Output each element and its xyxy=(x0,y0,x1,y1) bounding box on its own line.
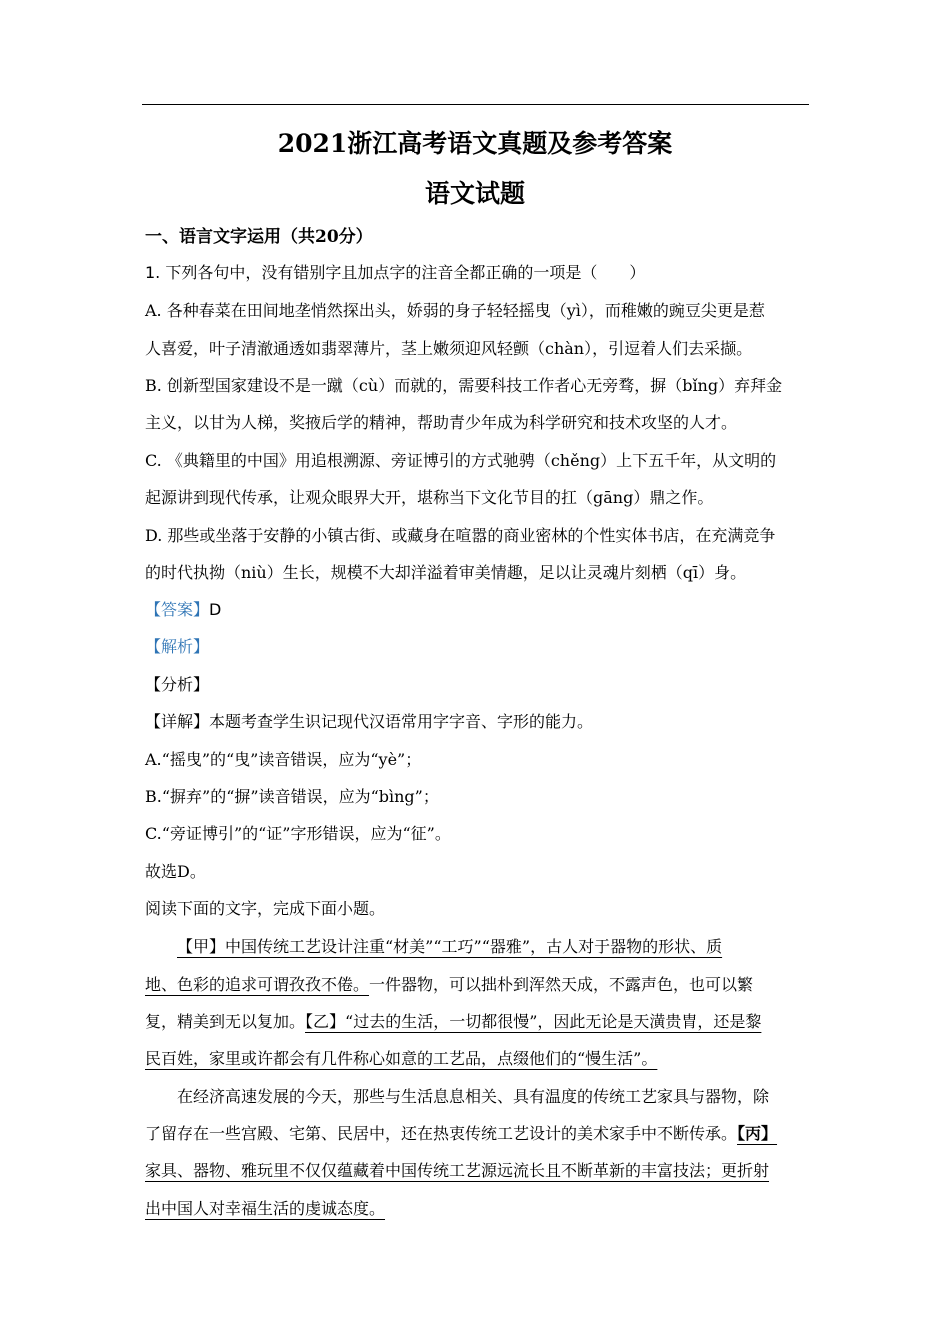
option-c-line2: 起源讲到现代传承，让观众眼界大开，堪称当下文化节目的扛（gāng）鼎之作。 xyxy=(145,488,714,507)
passage-p1-line1 xyxy=(177,934,722,957)
passage-p1-line2: 地、色彩的追求可谓孜孜不倦。一件器物，可以拙朴到浑然天成，不露声色，也可以繁 xyxy=(145,975,754,994)
underlined-segment-yi: 【乙】“过去的生活，一切都很慢”，因此无论是天潢贵胄，还是黎 xyxy=(305,1012,762,1031)
option-d-line2: 的时代执拗（niù）生长，规模不大却洋溢着审美情趣，足以让灵魂片刻栖（qī）身。 xyxy=(145,563,747,582)
option-b-line2: 主义，以甘为人梯，奖掖后学的精神，帮助青少年成为科学研究和技术攻坚的人才。 xyxy=(145,413,738,432)
detail-text: 本题考查学生识记现代汉语常用字字音、字形的能力。 xyxy=(209,712,594,731)
header-rule xyxy=(142,104,809,105)
analysis-sub-label: 【分析】 xyxy=(145,675,210,694)
passage-p1-line3: 复，精美到无以复加。【乙】“过去的生活，一切都很慢”，因此无论是天潢贵胄，还是黎 xyxy=(145,1012,762,1031)
answer-line xyxy=(145,597,221,620)
document-subtitle: 语文试题 xyxy=(424,179,525,208)
answer-value: D xyxy=(209,600,222,619)
option-d-line1: D. 那些或坐落于安静的小镇古街、或藏身在喧嚣的商业密林的个性实体书店，在充满竞争 xyxy=(145,526,776,545)
conclusion: 故选D。 xyxy=(145,862,206,881)
option-c-line1: C. 《典籍里的中国》用追根溯源、旁证博引的方式驰骋（chěng）上下五千年，从文明的 xyxy=(145,451,777,470)
detail-line xyxy=(145,709,593,732)
option-b-line1: B. 创新型国家建设不是一蹴（cù）而就的，需要科技工作者心无旁骛，摒（bǐng）弃拜金 xyxy=(145,376,783,395)
question-stem: 1. 下列各句中，没有错别字且加点字的注音全都正确的一项是（ ） xyxy=(145,263,646,282)
point-c: C.“旁证博引”的“证”字形错误，应为“征”。 xyxy=(145,824,451,843)
passage-p2-line3: 家具、器物、雅玩里不仅仅蕴藏着中国传统工艺源远流长且不断革新的丰富技法；更折射 xyxy=(145,1161,770,1180)
reading-intro: 阅读下面的文字，完成下面小题。 xyxy=(145,899,386,918)
passage-p1-line4: 民百姓，家里或许都会有几件称心如意的工艺品，点缀他们的“慢生活”。 xyxy=(145,1049,658,1068)
passage-p2-line2: 了留存在一些宫殿、宅第、民居中，还在热衷传统工艺设计的美术家手中不断传承。【丙】 xyxy=(145,1124,778,1143)
underlined-segment-jia: 【甲】中国传统工艺设计注重“材美”“工巧”“器雅”，古人对于器物的形状、质 xyxy=(177,937,723,956)
point-b: B.“摒弃”的“摒”读音错误，应为“bìng”； xyxy=(145,787,439,806)
analysis-label: 【解析】 xyxy=(145,637,210,656)
point-a: A.“摇曳”的“曳”读音错误，应为“yè”； xyxy=(145,750,422,769)
section-heading: 一、语言文字运用（共20分） xyxy=(145,227,373,247)
passage-p2-line1: 在经济高速发展的今天，那些与生活息息相关、具有温度的传统工艺家具与器物，除 xyxy=(177,1087,770,1106)
document-title: 2021浙江高考语文真题及参考答案 xyxy=(277,129,673,158)
passage-p2-line4: 出中国人对幸福生活的虔诚态度。 xyxy=(145,1199,386,1218)
detail-label: 【详解】 xyxy=(145,712,210,731)
underlined-segment-bing: 【丙】 xyxy=(737,1124,778,1143)
answer-label: 【答案】 xyxy=(145,600,210,619)
option-a-line1: A. 各种春菜在田间地垄悄然探出头，娇弱的身子轻轻摇曳（yì），而稚嫩的豌豆尖更是惹 xyxy=(145,301,765,320)
option-a-line2: 人喜爱，叶子清澈通透如翡翠薄片，茎上嫩须迎风轻颤（chàn），引逗着人们去采撷。 xyxy=(145,339,753,358)
